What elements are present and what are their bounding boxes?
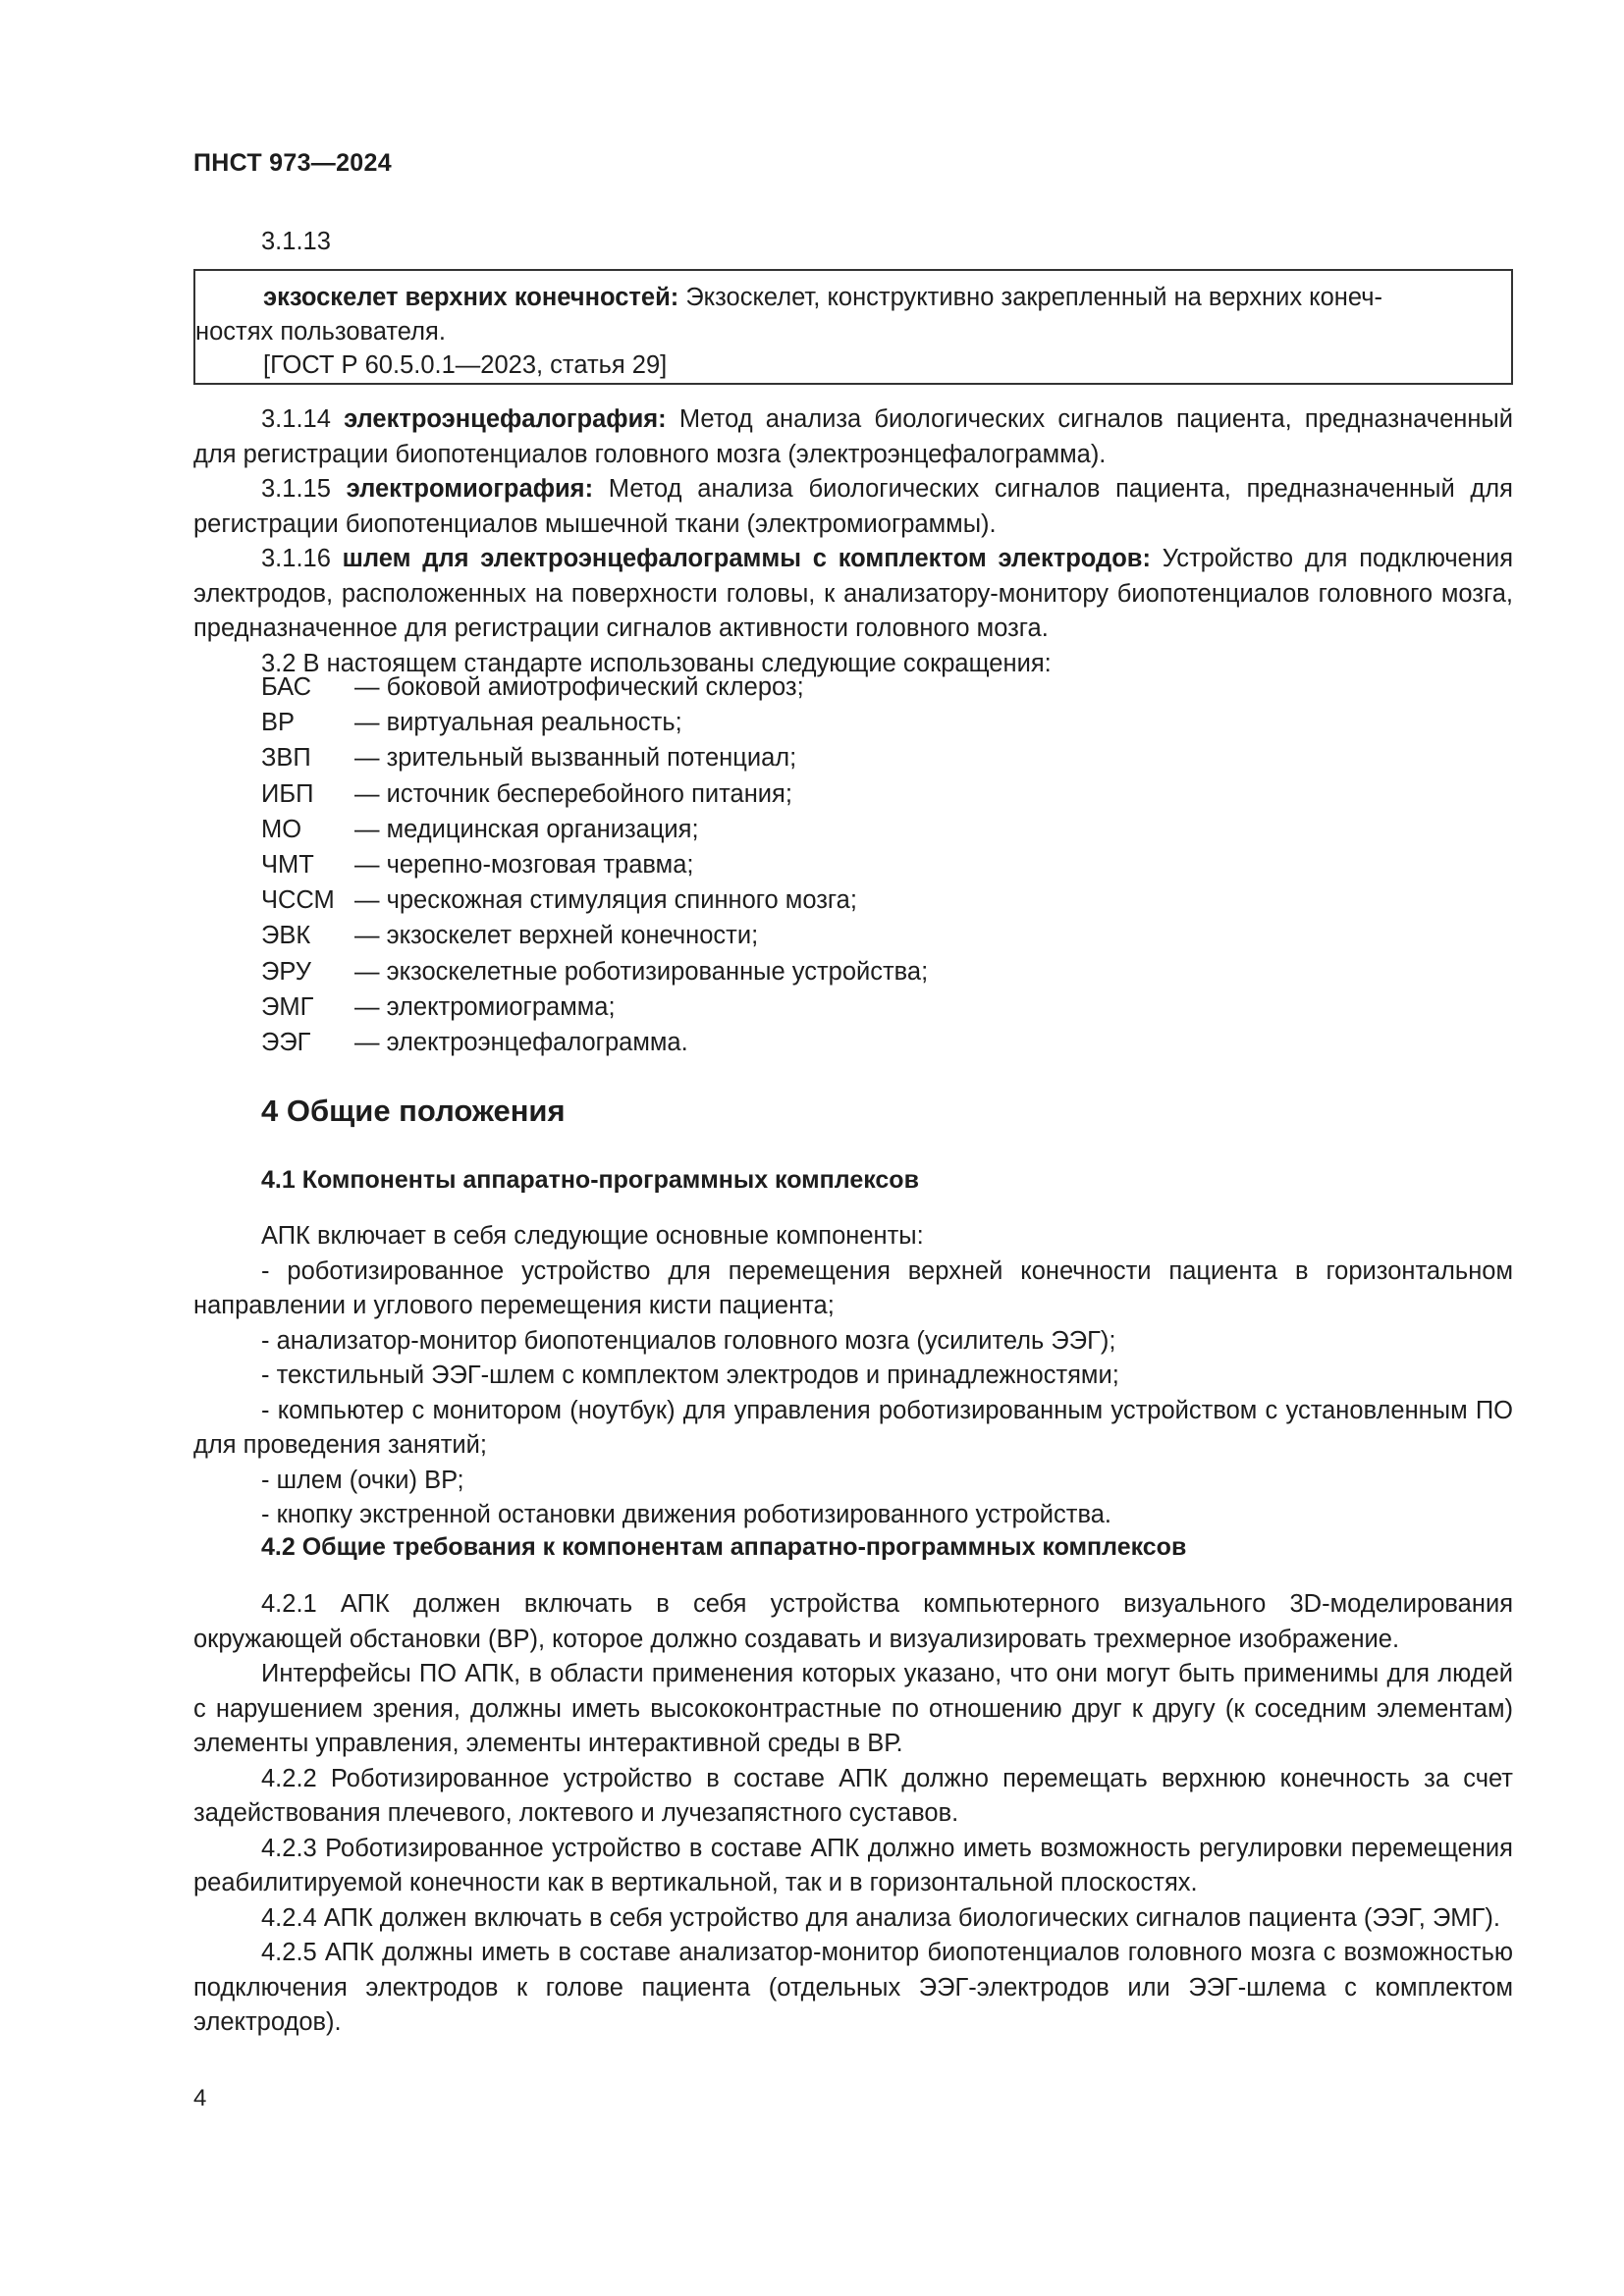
clause-number: 3.1.15: [261, 475, 347, 503]
abbreviation-meaning: — медицинская организация;: [354, 815, 699, 843]
abbreviation-meaning: — экзоскелетные роботизированные устройства;: [354, 957, 929, 986]
component-item: - компьютер с монитором (ноутбук) для управления роботизированным устройством с установленным ПО для проведения занятий;: [193, 1396, 1513, 1459]
paragraph-4-2-1: 4.2.1 АПК должен включать в себя устройства компьютерного визуального 3D-моделирования окружающей обстановки (ВР), которое должно создавать и визуализировать трехмерное изображение.: [193, 1590, 1513, 1653]
clause-number: 3.1.14: [261, 405, 345, 433]
document-id: ПНСТ 973—2024: [193, 149, 392, 177]
definition-box: [193, 269, 1513, 385]
component-item: - текстильный ЭЭГ-шлем с комплектом электродов и принадлежностями;: [261, 1362, 1119, 1389]
abbreviation-meaning: — электромиограмма;: [354, 992, 616, 1021]
clause-number-3-1-13: 3.1.13: [261, 228, 331, 255]
abbreviation-meaning: — экзоскелет верхней конечности;: [354, 922, 759, 950]
abbreviation: ЭВК: [261, 922, 311, 950]
abbreviation-meaning: — виртуальная реальность;: [354, 709, 682, 737]
definitions-block: [193, 402, 1513, 681]
term: электроэнцефалография:: [344, 405, 667, 433]
definition-source: [ГОСТ Р 60.5.0.1—2023, статья 29]: [263, 351, 668, 379]
component-item: - анализатор-монитор биопотенциалов головного мозга (усилитель ЭЭГ);: [261, 1326, 1116, 1355]
abbreviation: ЭЭГ: [261, 1028, 311, 1056]
component-item: - роботизированное устройство для перемещения верхней конечности пациента в горизонтальном направлении и углового перемещения кисти пациента;: [193, 1256, 1513, 1319]
abbreviation: ЭМГ: [261, 992, 314, 1021]
term-exoskeleton: экзоскелет верхних конечностей:: [263, 284, 679, 311]
section-4-1-heading: 4.1 Компоненты аппаратно-программных комплексов: [261, 1166, 919, 1194]
abbreviation: МО: [261, 815, 302, 843]
abbreviation: БАС: [261, 673, 312, 701]
abbreviation-row: [261, 740, 1145, 775]
clause-number: 3.1.16: [261, 545, 343, 572]
term: шлем для электроэнцефалограммы с комплектом электродов:: [342, 545, 1151, 572]
clause-text: Метод анализа биологических сигналов пациента, предназначенный для регистрации биопотенциалов мышечной ткани (электромиограммы).: [193, 475, 1513, 538]
abbreviation-row: [261, 669, 1145, 705]
abbreviation-list: [261, 669, 1145, 1060]
clause-3-1-15: [193, 472, 1513, 542]
section-4-1-body: [193, 1219, 1513, 1533]
abbreviation: ЧМТ: [261, 850, 314, 879]
abbreviation-row: [261, 776, 1145, 812]
definition-part-b: ностях пользователя.: [195, 318, 446, 346]
section-4-2-heading: 4.2 Общие требования к компонентам аппаратно-программных комплексов: [261, 1533, 1187, 1561]
abbreviation: ИБП: [261, 779, 314, 808]
abbreviation-row: [261, 954, 1145, 989]
paragraph-4-2-2: 4.2.2 Роботизированное устройство в составе АПК должно перемещать верхнюю конечность за счет задействования плечевого, локтевого и лучезапястного суставов.: [193, 1764, 1513, 1827]
abbreviation-meaning: — боковой амиотрофический склероз;: [354, 673, 804, 701]
abbreviation-row: [261, 882, 1145, 918]
abbreviation-row: [261, 989, 1145, 1025]
abbreviation-meaning: — зрительный вызванный потенциал;: [354, 744, 797, 773]
clause-3-2: 3.2 В настоящем стандарте использованы следующие сокращения:: [261, 649, 1052, 677]
paragraph-4-2-5: 4.2.5 АПК должны иметь в составе анализатор-монитор биопотенциалов головного мозга с возможностью подключения электродов к голове пациента (отдельных ЭЭГ-электродов или ЭЭГ-шлема с комплектом электродов).: [193, 1939, 1513, 2036]
abbreviation-row: [261, 1025, 1145, 1060]
definition-text: [195, 281, 1491, 349]
component-item: - кнопку экстренной остановки движения роботизированного устройства.: [261, 1501, 1112, 1528]
term: электромиография:: [346, 475, 594, 503]
abbreviation: ЗВП: [261, 744, 311, 773]
definition-part-a: Экзоскелет, конструктивно закрепленный на верхних конеч-: [678, 284, 1383, 311]
component-item: - шлем (очки) ВР;: [261, 1466, 464, 1494]
clause-3-1-16: [193, 542, 1513, 647]
abbreviation-meaning: — электроэнцефалограмма.: [354, 1028, 688, 1056]
section-4-2-body: [193, 1587, 1513, 2041]
abbreviation: ЭРУ: [261, 957, 311, 986]
abbreviation-row: [261, 705, 1145, 740]
abbreviation-meaning: — чрескожная стимуляция спинного мозга;: [354, 886, 857, 915]
page-number: 4: [193, 2085, 207, 2111]
clause-text: Устройство для подключения электродов, расположенных на поверхности головы, к анализатору-монитору биопотенциалов головного мозга, предназначенное для регистрации сигналов активности головного мозга.: [193, 545, 1513, 642]
clause-3-1-14: [193, 402, 1513, 472]
paragraph-interfaces: Интерфейсы ПО АПК, в области применения которых указано, что они могут быть применимы для людей с нарушением зрения, должны иметь высококонтрастные по отношению друг к другу (к соседним элементам) элементы управления, элементы интерактивной среды в ВР.: [193, 1660, 1513, 1757]
abbreviation-row: [261, 847, 1145, 882]
abbreviation: ВР: [261, 709, 296, 737]
paragraph-4-2-3: 4.2.3 Роботизированное устройство в составе АПК должно иметь возможность регулировки перемещения реабилитируемой конечности как в вертикальной, так и в горизонтальной плоскостях.: [193, 1834, 1513, 1896]
abbreviation-row: [261, 812, 1145, 847]
clause-text: Метод анализа биологических сигналов пациента, предназначенный для регистрации биопотенциалов головного мозга (электроэнцефалограмма).: [193, 405, 1513, 468]
abbreviation-meaning: — источник бесперебойного питания;: [354, 779, 792, 808]
abbreviation-meaning: — черепно-мозговая травма;: [354, 850, 694, 879]
section-4-1-intro: АПК включает в себя следующие основные компоненты:: [261, 1222, 924, 1250]
abbreviation: ЧССМ: [261, 886, 335, 915]
abbreviation-row: [261, 918, 1145, 953]
paragraph-4-2-4: 4.2.4 АПК должен включать в себя устройство для анализа биологических сигналов пациента (ЭЭГ, ЭМГ).: [261, 1903, 1500, 1932]
section-4-heading: 4 Общие положения: [261, 1094, 566, 1128]
